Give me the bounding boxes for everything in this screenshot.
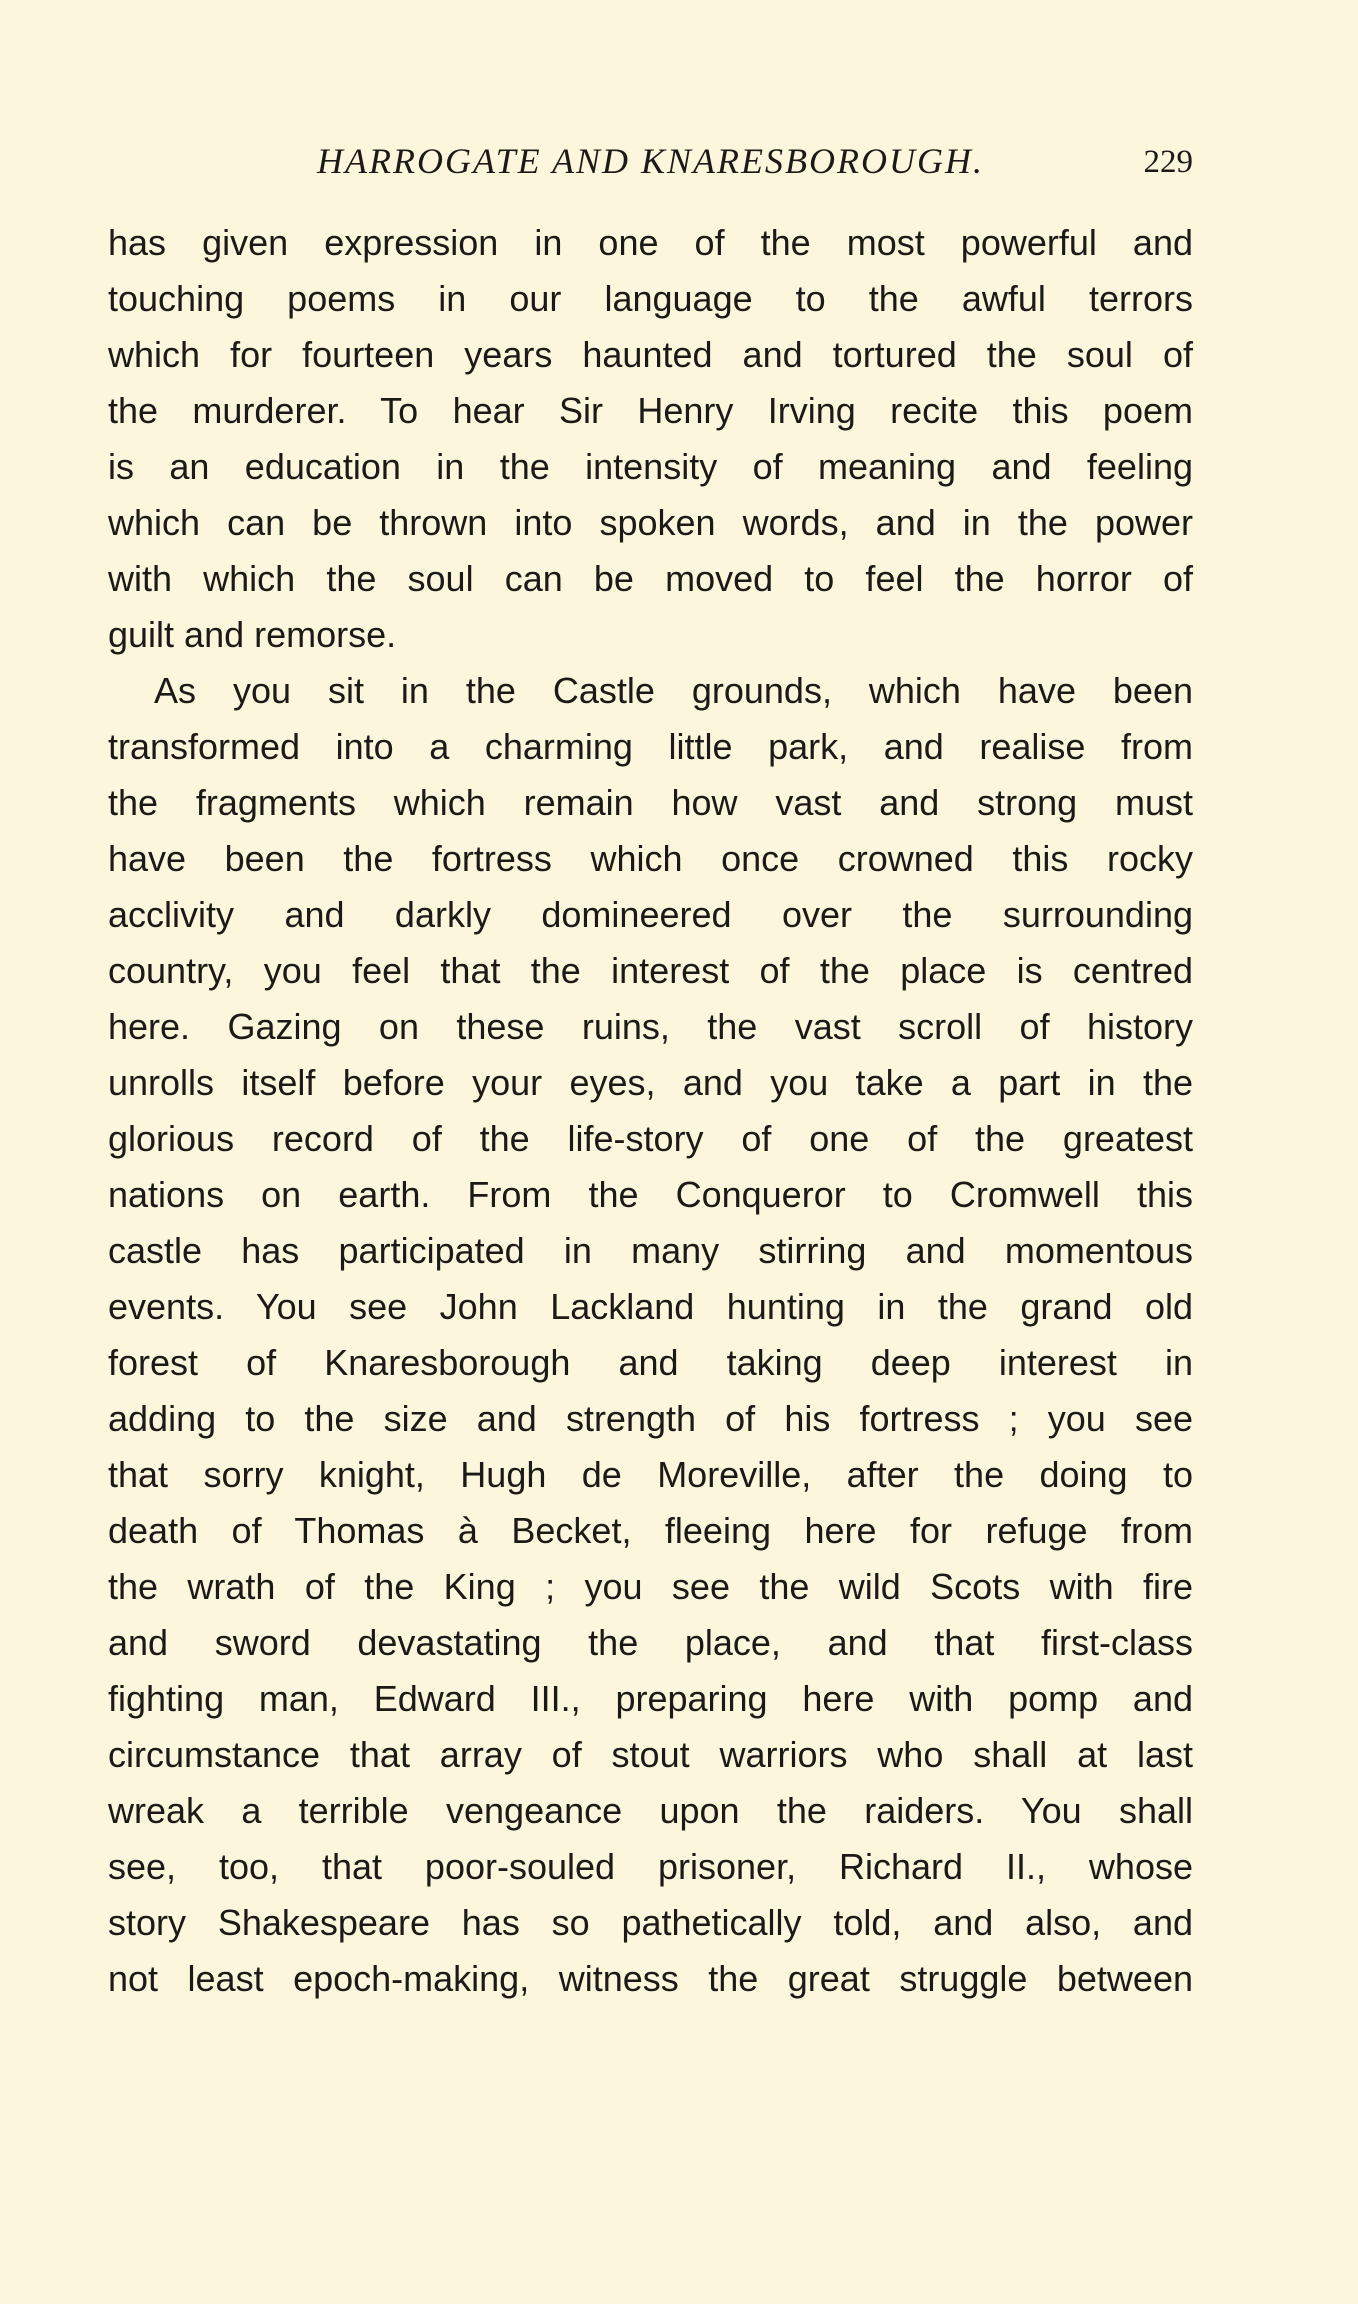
text-line: which can be thrown into spoken words, and in the power <box>108 502 1193 543</box>
text-line: which for fourteen years haunted and tortured the soul of <box>108 334 1193 375</box>
paragraph-first-line: As you sit in the Castle grounds, which have been <box>154 670 1193 711</box>
text-line: death of Thomas à Becket, fleeing here for refuge from <box>108 1510 1193 1551</box>
text-line: is an education in the intensity of meaning and feeling <box>108 446 1193 487</box>
text-line: nations on earth. From the Conqueror to Cromwell this <box>108 1174 1193 1215</box>
text-line: with which the soul can be moved to feel the horror of <box>108 558 1193 599</box>
text-line: castle has participated in many stirring and momentous <box>108 1230 1193 1271</box>
text-line: guilt and remorse. <box>108 614 397 655</box>
text-line: the wrath of the King ; you see the wild Scots with fire <box>108 1566 1193 1607</box>
running-title: HARROGATE AND KNARESBOROUGH. <box>317 141 984 181</box>
text-line: acclivity and darkly domineered over the surrounding <box>108 894 1193 935</box>
text-line: see, too, that poor-souled prisoner, Richard II., whose <box>108 1846 1193 1887</box>
text-line: the fragments which remain how vast and strong must <box>108 782 1193 823</box>
text-line: circumstance that array of stout warriors who shall at last <box>108 1734 1193 1775</box>
text-line: country, you feel that the interest of the place is centred <box>108 950 1193 991</box>
text-line: touching poems in our language to the awful terrors <box>108 278 1193 319</box>
text-line: events. You see John Lackland hunting in the grand old <box>108 1286 1193 1327</box>
text-line: that sorry knight, Hugh de Moreville, after the doing to <box>108 1454 1193 1495</box>
body-text <box>108 215 1193 2007</box>
text-line: has given expression in one of the most powerful and <box>108 222 1193 263</box>
text-line: unrolls itself before your eyes, and you take a part in the <box>108 1062 1193 1103</box>
text-line: not least epoch-making, witness the great struggle between <box>108 1958 1193 1999</box>
text-line: fighting man, Edward III., preparing here with pomp and <box>108 1678 1193 1719</box>
text-line: adding to the size and strength of his fortress ; you see <box>108 1398 1193 1439</box>
page-number: 229 <box>1143 144 1193 180</box>
text-line: the murderer. To hear Sir Henry Irving recite this poem <box>108 390 1193 431</box>
text-line: have been the fortress which once crowned this rocky <box>108 838 1193 879</box>
text-line: glorious record of the life-story of one of the greatest <box>108 1118 1193 1159</box>
text-line: wreak a terrible vengeance upon the raiders. You shall <box>108 1790 1193 1831</box>
page-header <box>108 130 1193 190</box>
text-line: and sword devastating the place, and that first-class <box>108 1622 1193 1663</box>
text-line: story Shakespeare has so pathetically told, and also, and <box>108 1902 1193 1943</box>
text-line: forest of Knaresborough and taking deep interest in <box>108 1342 1193 1383</box>
text-line: transformed into a charming little park, and realise from <box>108 726 1193 767</box>
text-line: here. Gazing on these ruins, the vast scroll of history <box>108 1006 1193 1047</box>
